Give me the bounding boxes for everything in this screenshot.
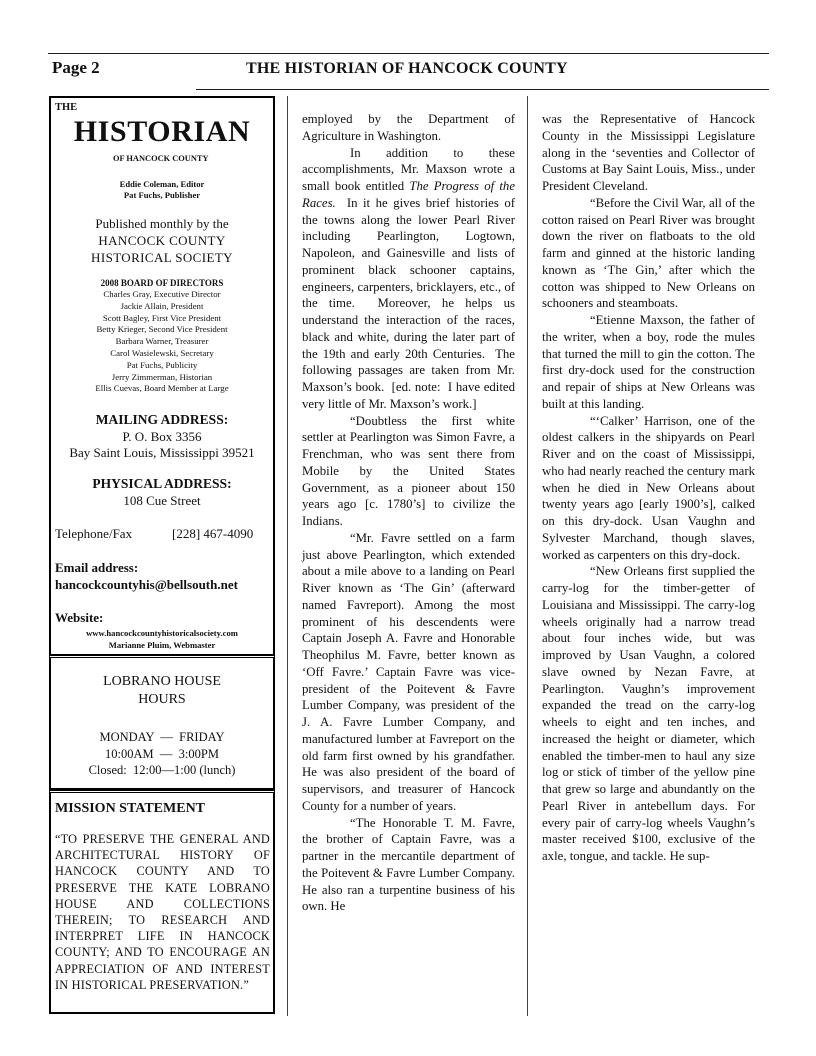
hours-days: MONDAY — FRIDAY [99, 730, 225, 744]
mailing-line-1: P. O. Box 3356 [122, 429, 202, 444]
running-title: THE HISTORIAN OF HANCOCK COUNTY [246, 60, 568, 77]
website-url: www.hancockcountyhistoricalsociety.com [86, 628, 238, 638]
board-member: Scott Bagley, First Vice President [102, 312, 222, 323]
telephone-value: [228] 467-4090 [172, 526, 254, 541]
masthead-box [49, 96, 275, 656]
book-title: The Progress of the Races. [302, 179, 515, 210]
paragraph: employed by the Department of Agriculture in Washington. [302, 112, 515, 143]
paragraph: “Mr. Favre settled on a farm just above Pearlington, which extended about a mile above to a landing on Pearl River known as ‘The Gin’ (afterward named Favreport). Among the most prominent of his descendents were Captain Joseph A. Favre and Honorable Theophilus M. Favre, better known as ‘Off Favre.’ Captain Favre was vice-president of the Poitevent & Favre Lumber Company, was president of the J. A. Favre Lumber Company, and manufactured lumber at Favreport on the old farm first owned by his grandfather. He was also president of the board of supervisors, and treasurer of Hancock County for a number of years. [302, 530, 515, 813]
board-member: Jackie Allain, President [120, 300, 204, 311]
header-rule-bottom [196, 89, 769, 90]
header-rule-top [48, 53, 769, 54]
mission-text: “TO PRESERVE THE GENERAL AND ARCHITECTURAL HISTORY OF HANCOCK COUNTY AND TO PRESERVE THE KATE LOBRANO HOUSE AND COLLECTIONS THEREIN; TO RESEARCH AND INTERPRET LIFE IN HANCOCK COUNTY; AND TO ENCOURAGE AN APPRECIATION OF AND INTEREST IN HISTORICAL PRESERVATION.” [55, 832, 270, 992]
society-line-1: HANCOCK COUNTY [98, 233, 226, 248]
page-number: Page 2 [52, 58, 100, 77]
masthead-editors [51, 179, 273, 201]
paragraph: “Before the Civil War, all of the cotton raised on Pearl River was brought down the river on flatboats to the old farm and ginned at the historic landing known as ‘The Gin,’ after which the cotton was shipped to New Orleans on schooners and steamboats. [542, 195, 755, 311]
paragraph: “New Orleans first supplied the carry-log for the timber-getter of Louisiana and Mississippi. The carry-log wheels originally had a narrow tread about four inches wide, but was improved by Usan Vaughn, a colored slave owned by Nezan Favre, at Pearlington. Vaughn’s improvement expanded the tread on the carry-log wheels to eight and ten inches, and increased the height or diameter, which enabled the timber-men to haul any size log or stick of timber of the yellow pine that grew so large and abundantly on the Pearl River in antebellum days. For every pair of carry-log wheels Vaughn’s master received $100, exclusive of the axle, tongue, and tackle. He sup- [542, 564, 755, 863]
paragraph: “The Honorable T. M. Favre, the brother of Captain Favre, was a partner in the mercantile department of the Poitevent & Favre Lumber Company. He also ran a turpentine business of his own. He [302, 815, 515, 914]
paragraph [302, 145, 519, 413]
column-rule-2 [527, 96, 528, 1016]
mission-box [49, 790, 275, 1014]
hours-closed: Closed: 12:00—1:00 (lunch) [88, 763, 236, 777]
email-heading: Email address: [55, 560, 139, 575]
board-member: Pat Fuchs, Publicity [126, 359, 198, 370]
email-address: hancockcountyhis@bellsouth.net [55, 577, 238, 592]
hours-box [49, 655, 275, 790]
paragraph-text: In it he gives brief histories of the towns along the lower Pearl River including Pearlington, Logtown, Napoleon, and Gainesville and lists of prominent black schooner captains, engineers, carpenters, bricklayers, etc., of the time. Moreover, he helps us understand the interaction of the races, black and white, during the later part of the 19th and early 20th Centuries. The following passages are taken from Mr. Maxson’s book. [ed. note: I have edited very little of Mr. Maxson’s work.] [302, 195, 519, 411]
published-line: Published monthly by the [95, 216, 229, 231]
hours-title-line-2: HOURS [138, 692, 186, 707]
mailing-address [51, 429, 273, 461]
masthead-subtitle: OF HANCOCK COUNTY [113, 154, 209, 163]
board-list [51, 289, 273, 395]
board-member: Betty Krieger, Second Vice President [96, 324, 228, 335]
website-heading: Website: [55, 610, 104, 625]
masthead-the: THE [55, 102, 78, 113]
paragraph-text: In addition to these accomplishments, Mr. Maxson wrote a small book entitled [302, 145, 515, 193]
paragraph: was the Representative of Hancock County in the Mississippi Legislature along in the ‘seventies and Collector of Customs at Bay Saint Louis, Miss., under President Cleveland. [542, 112, 755, 193]
mission-heading: MISSION STATEMENT [55, 801, 206, 816]
hours-title [51, 673, 273, 709]
physical-address: 108 Cue Street [123, 493, 201, 508]
hours-times: 10:00AM — 3:00PM [105, 746, 219, 761]
physical-heading: PHYSICAL ADDRESS: [92, 476, 232, 491]
publisher-line: Pat Fuchs, Publisher [123, 190, 201, 200]
society-line-2: HISTORICAL SOCIETY [91, 250, 233, 265]
mailing-line-2: Bay Saint Louis, Mississippi 39521 [69, 445, 255, 460]
paragraph: “Etienne Maxson, the father of the writer, when a boy, rode the mules that turned the mill to gin the cotton. The first dry-dock used for the construction and repair of ships at New Orleans was built at this landing. [542, 313, 755, 411]
article-column-1 [302, 111, 519, 1016]
telephone-label: Telephone/Fax [55, 526, 133, 541]
board-member: Charles Gray, Executive Director [103, 289, 221, 299]
board-member: Ellis Cuevas, Board Member at Large [95, 383, 229, 394]
publisher-block [51, 215, 273, 266]
masthead-title: HISTORIAN [73, 115, 251, 148]
hours-list [51, 729, 273, 779]
board-member: Jerry Zimmerman, Historian [111, 371, 213, 382]
board-heading: 2008 BOARD OF DIRECTORS [100, 278, 224, 288]
board-member: Carol Wasielewski, Secretary [110, 347, 214, 358]
mailing-heading: MAILING ADDRESS: [95, 412, 229, 427]
paragraph: “‘Calker’ Harrison, one of the oldest calkers in the shipyards on Pearl River and on the coast of Mississippi, who had nearly reached the century mark when he died in New Orleans about twenty years ago [early 1900’s], calked on this dry-dock. Usan Vaughn and Sylvester Marchand, though slaves, worked as carpenters on this dry-dock. [542, 413, 755, 562]
board-member: Barbara Warner, Treasurer [115, 336, 209, 347]
hours-title-line-1: LOBRANO HOUSE [103, 674, 221, 689]
article-column-2 [542, 111, 755, 1016]
paragraph: “Doubtless the first white settler at Pearlington was Simon Favre, a Frenchman, who was sent there from Mobile by the United States Government, as a pioneer about 150 years ago [c. 1780’s] to civilize the Indians. [302, 413, 515, 528]
editor-line: Eddie Coleman, Editor [119, 179, 205, 189]
webmaster-line: Marianne Pluim, Webmaster [108, 639, 216, 650]
website-block [51, 628, 273, 651]
column-rule-1 [287, 96, 288, 1016]
